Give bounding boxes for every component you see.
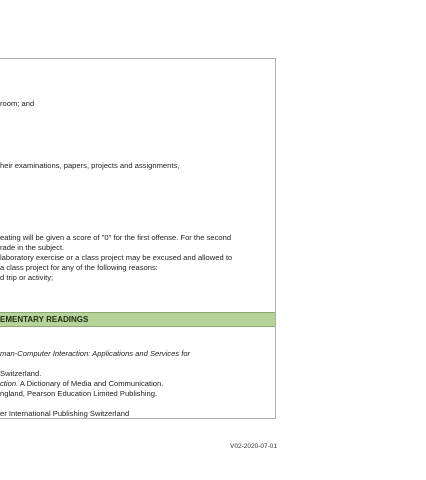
reference-text: . A Dictionary of Media and Communication.: [16, 379, 164, 388]
reference-line: Switzerland.: [0, 369, 42, 378]
body-text-line: d trip or activity;: [0, 273, 54, 282]
section-header-band: [0, 312, 275, 327]
reference-line: er International Publishing Switzerland: [0, 409, 130, 418]
reference-line: ngland, Pearson Education Limited Publishing.: [0, 389, 158, 398]
body-text-line: heir examinations, papers, projects and assignments,: [0, 161, 180, 170]
body-text-line: a class project for any of the following reasons:: [0, 263, 158, 272]
reference-title: ction: [0, 379, 17, 388]
reference-line: man-Computer Interaction: Applications and Services for: [0, 349, 191, 358]
body-text-line: rade in the subject.: [0, 243, 65, 252]
body-text-line: eating will be given a score of "0" for the first offense. For the second: [0, 233, 232, 242]
section-header-title: EMENTARY READINGS: [0, 315, 89, 324]
version-footer: V02-2020-07-01: [230, 443, 277, 450]
body-text-line: room; and: [0, 99, 35, 108]
body-text-line: laboratory exercise or a class project may be excused and allowed to: [0, 253, 233, 262]
reference-line: [0, 379, 163, 388]
